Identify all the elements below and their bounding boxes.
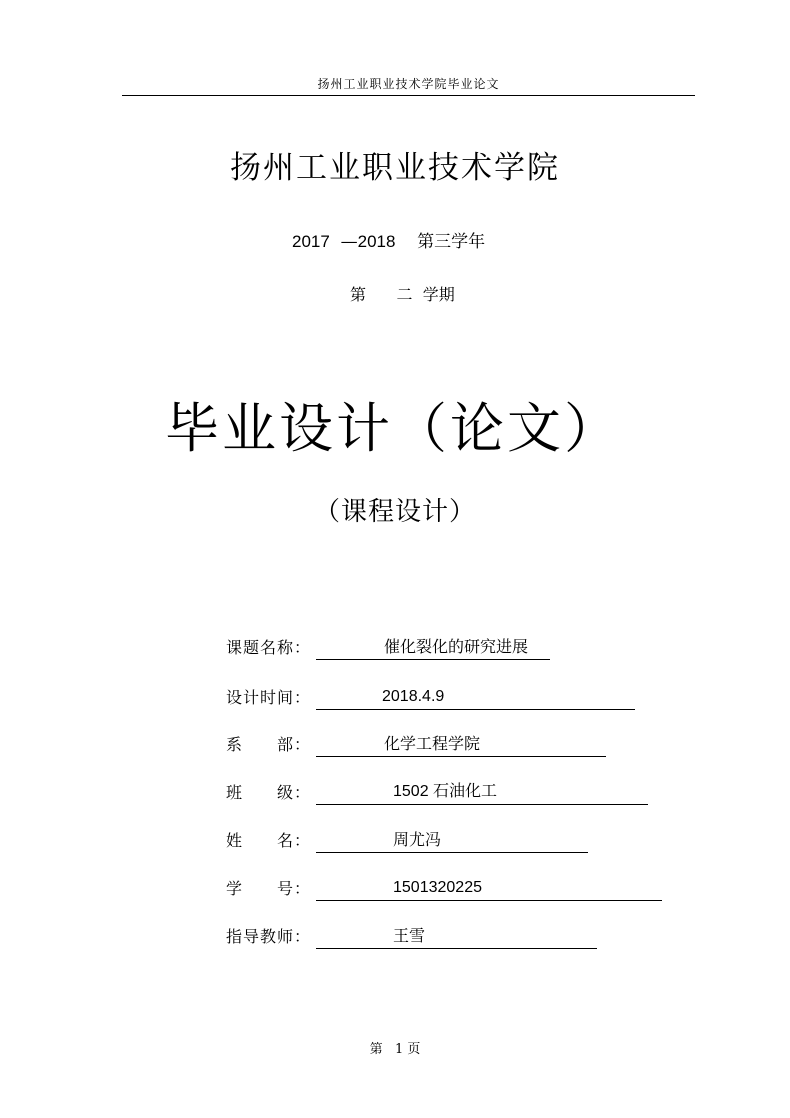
design-time-field: [316, 686, 635, 710]
class-value: 1502 石油化工: [393, 783, 498, 800]
running-title: 扬州工业职业技术学院毕业论文: [317, 77, 500, 91]
design-time-label: 设计时间：: [226, 688, 312, 707]
department-field: [316, 733, 606, 757]
page-header: [122, 74, 695, 96]
class-label: 班 级：: [226, 783, 312, 802]
main-title-text: 毕业设计（论文）: [165, 397, 621, 460]
sub-title: （课程设计）: [313, 497, 476, 527]
advisor-label: 指导教师：: [226, 927, 312, 946]
advisor-field: [316, 925, 597, 949]
info-row-topic: [226, 636, 666, 662]
student-id-value: 1501320225: [393, 879, 482, 896]
info-row-department: [226, 733, 666, 759]
semester-number: 二: [396, 285, 413, 304]
academic-year-suffix: 第三学年: [417, 232, 486, 252]
class-field: [316, 781, 648, 805]
name-value: 周尤冯: [393, 830, 442, 849]
year-dash: —: [340, 232, 358, 252]
school-name: 扬州工业职业技术学院: [230, 150, 560, 186]
semester-prefix: 第: [350, 285, 367, 304]
topic-field: [316, 636, 550, 660]
advisor-value: 王雪: [393, 926, 426, 945]
academic-year: [292, 229, 485, 255]
year-start: 2017: [292, 232, 330, 251]
main-title: [0, 393, 790, 465]
design-time-value: 2018.4.9: [382, 688, 445, 705]
info-row-design-time: [226, 686, 666, 712]
student-id-label: 学 号：: [226, 879, 312, 898]
info-row-name: [226, 829, 666, 855]
info-row-class: [226, 781, 666, 807]
page-prefix: 第: [369, 1042, 383, 1057]
name-field: [316, 829, 588, 853]
student-id-field: [316, 877, 662, 901]
department-label: 系 部：: [226, 735, 312, 754]
semester: [350, 283, 455, 307]
topic-label: 课题名称：: [226, 638, 312, 657]
department-value: 化学工程学院: [384, 734, 481, 753]
page-number: 1: [394, 1042, 404, 1057]
page-suffix: 页: [407, 1042, 421, 1057]
page-footer: [0, 1040, 790, 1060]
info-row-advisor: [226, 925, 666, 951]
info-row-student-id: [226, 877, 666, 903]
topic-value: 催化裂化的研究进展: [384, 637, 529, 656]
name-label: 姓 名：: [226, 831, 312, 850]
year-end: 2018: [357, 232, 396, 251]
semester-suffix: 学期: [422, 285, 455, 304]
